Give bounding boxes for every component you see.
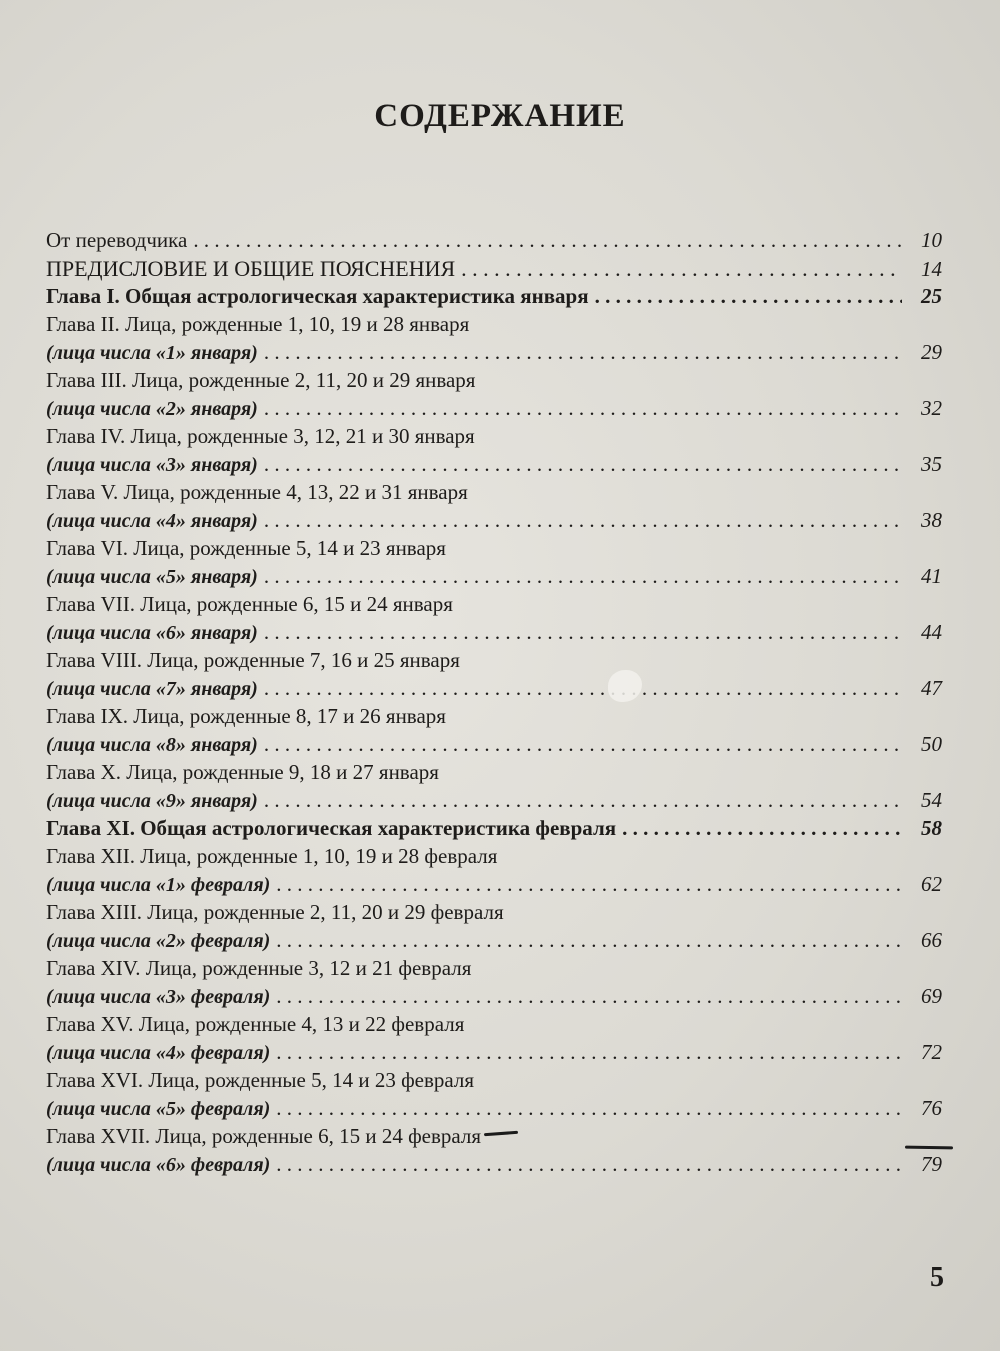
toc-entry [46, 1068, 942, 1124]
toc-entry-line [46, 760, 942, 788]
page-number: 5 [930, 1262, 944, 1293]
toc-entry [46, 480, 942, 536]
toc-entry-title: Глава VIII. Лица, рожденные 7, 16 и 25 января [46, 648, 460, 672]
toc-page-number: 14 [921, 257, 942, 281]
dot-leader [461, 256, 902, 282]
toc-entry-line [46, 480, 942, 508]
toc-entry-subtitle: (лица числа «3» января) [46, 454, 258, 476]
toc-entry [46, 816, 942, 844]
toc-entry-title: Глава XIV. Лица, рожденные 3, 12 и 21 февраля [46, 956, 472, 980]
toc-entry-title: Глава VII. Лица, рожденные 6, 15 и 24 января [46, 592, 453, 616]
toc-entry-subtitle: (лица числа «4» января) [46, 510, 258, 532]
toc-entry-title: Глава XIII. Лица, рожденные 2, 11, 20 и 29 февраля [46, 900, 504, 924]
toc-page-number: 58 [921, 816, 942, 840]
toc-entry-line [46, 1040, 942, 1068]
toc-entry-line [46, 788, 942, 816]
dot-leader [276, 1152, 902, 1177]
toc-entry-title: Глава IV. Лица, рожденные 3, 12, 21 и 30 января [46, 424, 475, 448]
dot-leader [264, 620, 902, 645]
toc-entry-title: Глава XVII. Лица, рожденные 6, 15 и 24 февраля [46, 1124, 482, 1148]
toc-entry [46, 760, 942, 816]
toc-entry [46, 256, 942, 284]
toc-entry-line [46, 1124, 942, 1152]
toc-page-number: 47 [921, 676, 942, 700]
dot-leader [264, 564, 902, 589]
toc-entry-line [46, 816, 942, 844]
toc-entry-line [46, 956, 942, 984]
toc-page-number: 38 [921, 508, 942, 532]
toc-entry-line [46, 592, 942, 620]
toc-entry [46, 592, 942, 648]
toc-entry-line [46, 256, 942, 284]
toc-entry-line [46, 312, 942, 340]
toc-entry [46, 424, 942, 480]
toc-entry-line [46, 284, 942, 312]
toc-entry-line [46, 1096, 942, 1124]
toc-entry-title: Глава XI. Общая астрологическая характеристика февраля [46, 816, 617, 840]
table-of-contents [46, 228, 942, 1180]
toc-entry-line [46, 620, 942, 648]
toc-entry-title: От переводчика [46, 228, 188, 252]
toc-entry-title: Глава I. Общая астрологическая характеристика января [46, 284, 589, 308]
toc-entry-line [46, 1068, 942, 1096]
dot-leader [276, 872, 902, 897]
toc-page-number: 25 [921, 284, 942, 308]
dot-leader [276, 928, 902, 953]
toc-entry-line [46, 984, 942, 1012]
toc-entry [46, 284, 942, 312]
toc-entry-line [46, 340, 942, 368]
toc-entry-subtitle: (лица числа «2» февраля) [46, 930, 271, 952]
toc-entry-line [46, 396, 942, 424]
dot-leader [276, 1040, 902, 1065]
dot-leader [264, 396, 902, 421]
toc-entry-subtitle: (лица числа «2» января) [46, 398, 258, 420]
dot-leader [276, 1096, 902, 1121]
toc-entry-line [46, 872, 942, 900]
toc-entry-title: Глава V. Лица, рожденные 4, 13, 22 и 31 января [46, 480, 468, 504]
toc-entry-subtitle: (лица числа «5» января) [46, 566, 258, 588]
toc-page-number: 66 [921, 928, 942, 952]
toc-entry-title: Глава XVI. Лица, рожденные 5, 14 и 23 февраля [46, 1068, 475, 1092]
toc-entry-subtitle: (лица числа «7» января) [46, 678, 258, 700]
toc-page-number: 54 [921, 788, 942, 812]
toc-entry-line [46, 536, 942, 564]
page-title: СОДЕРЖАНИЕ [374, 98, 626, 134]
toc-entry-subtitle: (лица числа «9» января) [46, 790, 258, 812]
toc-entry-subtitle: (лица числа «6» января) [46, 622, 258, 644]
toc-page-number: 41 [921, 564, 942, 588]
toc-entry [46, 704, 942, 760]
toc-entry-subtitle: (лица числа «8» января) [46, 734, 258, 756]
dot-leader [264, 676, 902, 701]
toc-entry-line [46, 1012, 942, 1040]
toc-entry-line [46, 844, 942, 872]
toc-entry [46, 312, 942, 368]
toc-entry-title: Глава III. Лица, рожденные 2, 11, 20 и 29 января [46, 368, 476, 392]
toc-entry [46, 900, 942, 956]
toc-page-number: 69 [921, 984, 942, 1008]
toc-entry-title: Глава IX. Лица, рожденные 8, 17 и 26 января [46, 704, 446, 728]
dot-leader [622, 816, 902, 841]
dot-leader [264, 732, 902, 757]
toc-entry-line [46, 508, 942, 536]
toc-page-number: 50 [921, 732, 942, 756]
toc-entry [46, 536, 942, 592]
toc-page-number: 72 [921, 1040, 942, 1064]
toc-entry [46, 1012, 942, 1068]
toc-entry-title: Глава II. Лица, рожденные 1, 10, 19 и 28 января [46, 312, 470, 336]
toc-page-number: 62 [921, 872, 942, 896]
dot-leader [264, 788, 902, 813]
toc-entry-line [46, 900, 942, 928]
dot-leader [595, 284, 902, 309]
toc-entry [46, 648, 942, 704]
toc-entry-title: Глава XII. Лица, рожденные 1, 10, 19 и 28 февраля [46, 844, 498, 868]
toc-entry-line [46, 228, 942, 256]
toc-entry-line [46, 928, 942, 956]
toc-entry-line [46, 368, 942, 396]
toc-entry [46, 368, 942, 424]
toc-entry-subtitle: (лица числа «4» февраля) [46, 1042, 271, 1064]
toc-entry [46, 844, 942, 900]
toc-entry [46, 956, 942, 1012]
toc-entry-title: Глава XV. Лица, рожденные 4, 13 и 22 февраля [46, 1012, 465, 1036]
toc-entry-subtitle: (лица числа «1» февраля) [46, 874, 271, 896]
toc-page-number: 10 [921, 228, 942, 252]
toc-page-number: 76 [921, 1096, 942, 1120]
dot-leader [264, 452, 902, 477]
toc-entry-line [46, 424, 942, 452]
toc-entry-title: Глава X. Лица, рожденные 9, 18 и 27 января [46, 760, 439, 784]
toc-entry-subtitle: (лица числа «6» февраля) [46, 1154, 271, 1176]
toc-entry-line [46, 1152, 942, 1180]
toc-page-number: 35 [921, 452, 942, 476]
dot-leader [193, 228, 902, 253]
toc-page-number: 29 [921, 340, 942, 364]
dot-leader [264, 340, 902, 365]
toc-entry-title: ПРЕДИСЛОВИЕ И ОБЩИЕ ПОЯСНЕНИЯ [46, 256, 456, 281]
toc-page-number: 79 [921, 1152, 942, 1176]
toc-entry-line [46, 732, 942, 760]
toc-entry-line [46, 676, 942, 704]
toc-entry-line [46, 704, 942, 732]
toc-entry-subtitle: (лица числа «1» января) [46, 342, 258, 364]
toc-entry-subtitle: (лица числа «3» февраля) [46, 986, 271, 1008]
toc-entry [46, 228, 942, 256]
dot-leader [264, 508, 902, 533]
toc-entry-title: Глава VI. Лица, рожденные 5, 14 и 23 января [46, 536, 446, 560]
toc-entry-subtitle: (лица числа «5» февраля) [46, 1098, 271, 1120]
toc-entry-line [46, 648, 942, 676]
dot-leader [276, 984, 902, 1009]
toc-entry-line [46, 564, 942, 592]
toc-entry-line [46, 452, 942, 480]
toc-page-number: 44 [921, 620, 942, 644]
toc-page-number: 32 [921, 396, 942, 420]
